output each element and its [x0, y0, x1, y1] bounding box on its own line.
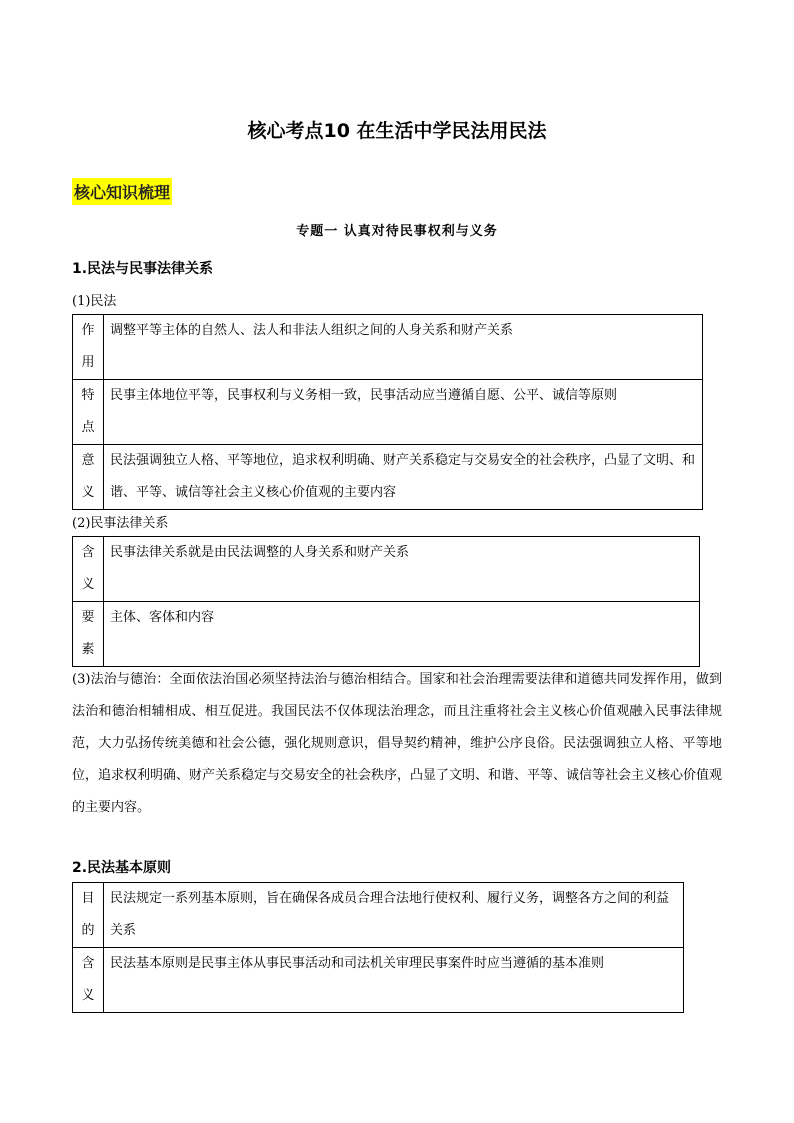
row-value: 民法强调独立人格、平等地位，追求权利明确、财产关系稳定与交易安全的社会秩序，凸显了文明、和谐、平等、诚信等社会主义核心价值观的主要内容: [104, 445, 703, 510]
row-value: 调整平等主体的自然人、法人和非法人组织之间的人身关系和财产关系: [104, 315, 703, 380]
table-row: [73, 883, 684, 948]
row-value: 民法基本原则是民事主体从事民事活动和司法机关审理民事案件时应当遵循的基本准则: [104, 948, 684, 1013]
row-value: 主体、客体和内容: [104, 602, 700, 667]
section-label: 核心知识梳理: [72, 178, 172, 205]
row-key: 作 用: [73, 315, 104, 380]
row-value: 民事主体地位平等，民事权利与义务相一致，民事活动应当遵循自愿、公平、诚信等原则: [104, 380, 703, 445]
table-row: [73, 380, 703, 445]
table-row: [73, 445, 703, 510]
subheading-civil-law: (1)民法: [72, 294, 117, 309]
row-key: 含 义: [73, 537, 104, 602]
row-value: 民法规定一系列基本原则，旨在确保各成员合理合法地行使权利、履行义务，调整各方之间的利益关系: [104, 883, 684, 948]
table-row: [73, 948, 684, 1013]
row-key: 意 义: [73, 445, 104, 510]
topic-heading: 专题一 认真对待民事权利与义务: [296, 224, 498, 239]
row-key: 目 的: [73, 883, 104, 948]
table-row: [73, 537, 700, 602]
page-title: 核心考点10 在生活中学民法用民法: [247, 120, 547, 142]
heading-2: 2.民法基本原则: [72, 860, 172, 876]
legal-relation-table: [72, 536, 700, 667]
table-row: [73, 602, 700, 667]
row-key: 含 义: [73, 948, 104, 1013]
subheading-legal-relation: (2)民事法律关系: [72, 516, 169, 531]
table-row: [73, 315, 703, 380]
row-key: 要 素: [73, 602, 104, 667]
paragraph-rule-of-law: (3)法治与德治：全面依法治国必须坚持法治与德治相结合。国家和社会治理需要法律和道德共同发挥作用，做到法治和德治相辅相成、相互促进。我国民法不仅体现法治理念，而且注重将社会主义核心价值观融入民事法律规范，大力弘扬传统美德和社会公德，强化规则意识，倡导契约精神，维护公序良俗。民法强调独立人格、平等地位，追求权利明确、财产关系稳定与交易安全的社会秩序，凸显了文明、和谐、平等、诚信等社会主义核心价值观的主要内容。: [72, 672, 723, 815]
civil-law-table: [72, 314, 703, 510]
row-key: 特 点: [73, 380, 104, 445]
principles-table: [72, 882, 684, 1013]
heading-1: 1.民法与民事法律关系: [72, 261, 214, 277]
row-value: 民事法律关系就是由民法调整的人身关系和财产关系: [104, 537, 700, 602]
